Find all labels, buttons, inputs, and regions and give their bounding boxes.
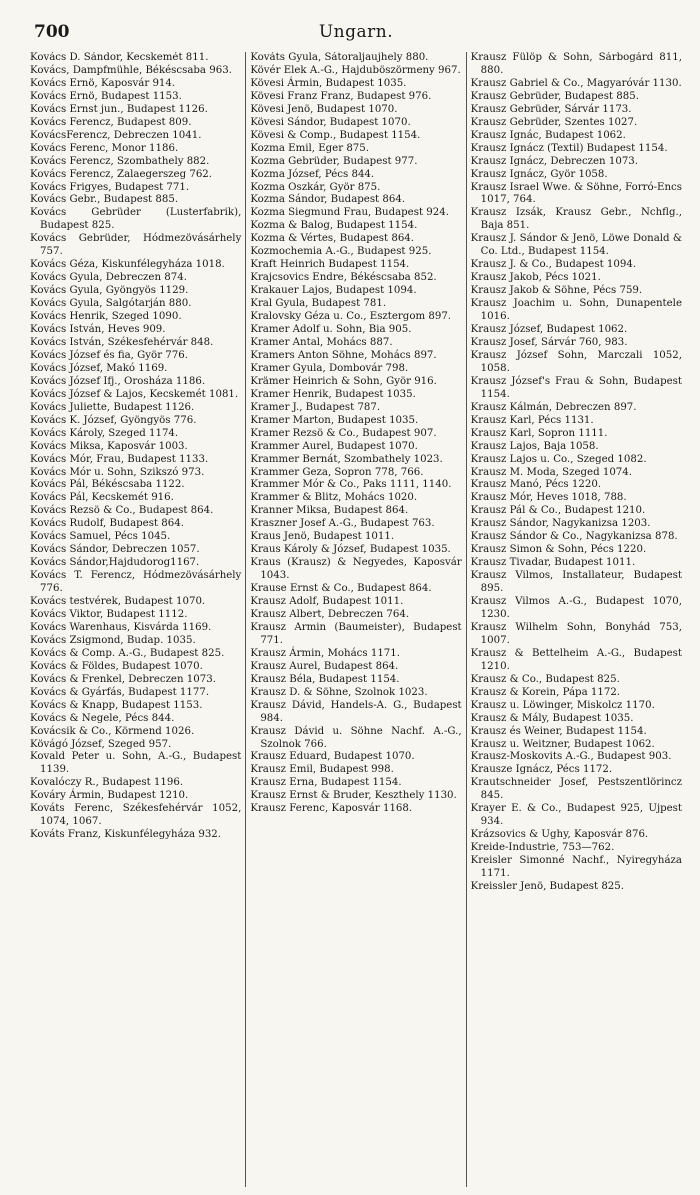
directory-entry: Krausz József Sohn, Marczali 1052, 1058. — [470, 349, 682, 374]
directory-entry: Krausz Vilmos, Installateur, Budapest 895. — [470, 570, 682, 595]
directory-entry: Krammer & Blitz, Mohács 1020. — [250, 492, 418, 504]
directory-entry: Krausz Jakob & Söhne, Pécs 759. — [470, 285, 643, 297]
directory-entry: Krausz Pál & Co., Budapest 1210. — [470, 505, 646, 517]
directory-entry: Kovács Gyula, Gyöngyös 1129. — [30, 285, 189, 297]
directory-entry: Kováry Ármin, Budapest 1210. — [30, 790, 189, 802]
directory-entry: Kovács József & Lajos, Kecskemét 1081. — [30, 388, 239, 400]
directory-entry: Kovács & Comp. A.-G., Budapest 825. — [30, 647, 225, 659]
directory-entry: Kovács Ferencz, Zalaegerszeg 762. — [30, 168, 213, 180]
directory-entry: Kovács & Gyárfás, Budapest 1177. — [30, 686, 210, 698]
directory-entry: Kraszner Josef A.-G., Budapest 763. — [250, 518, 435, 530]
directory-entry: Krakauer Lajos, Budapest 1094. — [250, 285, 417, 297]
directory-entry: Kramer J., Budapest 787. — [250, 401, 381, 413]
directory-entry: Kovács István, Heves 909. — [30, 324, 166, 336]
directory-entry: Kovács & Negele, Pécs 844. — [30, 712, 175, 724]
directory-entry: Krausz Joachim u. Sohn, Dunapentele 1016. — [470, 298, 682, 323]
directory-entry: Krausz Béla, Budapest 1154. — [250, 673, 400, 685]
directory-entry: Kovács Ferencz, Szombathely 882. — [30, 155, 210, 167]
directory-entry: Kovács Rezsö & Co., Budapest 864. — [30, 505, 214, 517]
directory-entry: Krausz Dávid u. Söhne Nachf. A.-G., Szolnok 766. — [250, 725, 462, 750]
directory-entry: Krausz & Mály, Budapest 1035. — [470, 712, 634, 724]
directory-entry: Krausz u. Weitzner, Budapest 1062. — [470, 738, 655, 750]
directory-entry: Krausz & Bettelheim A.-G., Budapest 1210. — [470, 647, 682, 672]
column-2 — [245, 52, 465, 1187]
directory-entry: Kovalóczy R., Budapest 1196. — [30, 777, 184, 789]
directory-entry: Krayer E. & Co., Budapest 925, Ujpest 934. — [470, 803, 682, 828]
directory-entry: Kovács Sándor, Debreczen 1057. — [30, 544, 200, 556]
directory-entry: Kreide-Industrie, 753—762. — [470, 842, 615, 854]
directory-entry: Krausz Wilhelm Sohn, Bonyhád 753, 1007. — [470, 621, 682, 646]
directory-entry: Krausz József's Frau & Sohn, Budapest 1154. — [470, 375, 682, 400]
column-1 — [26, 52, 245, 1187]
directory-entry: Kranner Miksa, Budapest 864. — [250, 505, 409, 517]
directory-entry: Kovács Pál, Kecskemét 916. — [30, 492, 174, 504]
directory-entry: Krausz Eduard, Budapest 1070. — [250, 751, 415, 763]
directory-entry: Kovács Rudolf, Budapest 864. — [30, 518, 184, 530]
directory-entry: Krausz Sándor, Nagykanizsa 1203. — [470, 518, 651, 530]
directory-entry: Kovács Juliette, Budapest 1126. — [30, 401, 195, 413]
directory-entry: Kovács Ferencz, Budapest 809. — [30, 116, 192, 128]
directory-entry: Kövesi & Comp., Budapest 1154. — [250, 129, 421, 141]
directory-entry: Kralovsky Géza u. Co., Esztergom 897. — [250, 311, 452, 323]
directory-entry: Kramers Anton Söhne, Mohács 897. — [250, 349, 437, 361]
directory-entry: Kreissler Jenö, Budapest 825. — [470, 881, 624, 892]
directory-entry: Krausz Adolf, Budapest 1011. — [250, 596, 404, 608]
directory-entry: Kozma Sándor, Budapest 864. — [250, 194, 406, 206]
directory-entry: Kövér Elek A.-G., Hajduböszörmeny 967. — [250, 64, 461, 76]
directory-entry: Kovács Károly, Szeged 1174. — [30, 427, 179, 439]
page-header — [26, 12, 686, 52]
directory-entry: Kovács Ernö, Kaposvár 914. — [30, 77, 176, 89]
directory-entry: Kovács testvérek, Budapest 1070. — [30, 596, 206, 608]
directory-entry: Krausz Izsák, Krausz Gebr., Nchflg., Baja 851. — [470, 207, 682, 232]
directory-entry: Krausz Fülöp & Sohn, Sárbogárd 811, 880. — [470, 52, 682, 76]
directory-entry: Krázsovics & Ughy, Kaposvár 876. — [470, 829, 649, 841]
directory-entry: Kovács Viktor, Budapest 1112. — [30, 608, 188, 620]
directory-entry: Krausze Ignácz, Pécs 1172. — [470, 764, 613, 776]
directory-entry: Kovács & Frenkel, Debreczen 1073. — [30, 673, 216, 685]
directory-entry: Kovács & Földes, Budapest 1070. — [30, 660, 203, 672]
directory-entry: Kraus (Krausz) & Negyedes, Kaposvár 1043. — [250, 557, 462, 582]
directory-entry: Kováts Franz, Kiskunfélegyháza 932. — [30, 829, 222, 841]
directory-entry: Krausz Kálmán, Debreczen 897. — [470, 401, 637, 413]
directory-entry: Kovács Gyula, Salgótarján 880. — [30, 298, 192, 310]
directory-entry: Krausz Erna, Budapest 1154. — [250, 777, 402, 789]
directory-entry: Krammer Mór & Co., Paks 1111, 1140. — [250, 479, 452, 491]
columns — [26, 52, 686, 1187]
directory-entry: Krausz & Co., Budapest 825. — [470, 673, 620, 685]
directory-entry: Kövesi Jenö, Budapest 1070. — [250, 103, 398, 115]
directory-entry: Krausz Mór, Heves 1018, 788. — [470, 492, 627, 504]
directory-entry: Kovács Ernö, Budapest 1153. — [30, 90, 182, 102]
directory-entry: Krausz és Weiner, Budapest 1154. — [470, 725, 647, 737]
directory-entry: Kovács Gyula, Debreczen 874. — [30, 272, 187, 284]
directory-entry: Kozma József, Pécs 844. — [250, 168, 375, 180]
directory-entry: Krausz J. & Co., Budapest 1094. — [470, 259, 637, 271]
directory-entry: Kramer Rezsö & Co., Budapest 907. — [250, 427, 437, 439]
directory-entry: Kovács Mór u. Sohn, Szikszó 973. — [30, 466, 205, 478]
directory-entry: Kövesi Ármin, Budapest 1035. — [250, 77, 407, 89]
directory-entry: Kovács József, Makó 1169. — [30, 362, 168, 374]
directory-entry: Kramer Marton, Budapest 1035. — [250, 414, 419, 426]
directory-entry: Kovács D. Sándor, Kecskemét 811. — [30, 52, 209, 63]
directory-entry: Krausz Simon & Sohn, Pécs 1220. — [470, 544, 647, 556]
directory-entry: Krausz Vilmos A.-G., Budapest 1070, 1230. — [470, 596, 682, 620]
directory-entry: Krausz Jakob, Pécs 1021. — [470, 272, 601, 284]
directory-entry: Kovács T. Ferencz, Hódmezövásárhely 776. — [30, 570, 242, 595]
directory-entry: Kovács József Ifj., Orosháza 1186. — [30, 375, 206, 387]
directory-entry: Krausz Gebrüder, Budapest 885. — [470, 90, 639, 102]
directory-entry: Kozma Gebrüder, Budapest 977. — [250, 155, 418, 167]
directory-entry: Kozma & Balog, Budapest 1154. — [250, 220, 418, 232]
directory-entry: Kraus Jenö, Budapest 1011. — [250, 531, 395, 543]
directory-entry: Kovács K. József, Gyöngyös 776. — [30, 414, 197, 426]
directory-entry: Kozmochemia A.-G., Budapest 925. — [250, 246, 432, 258]
directory-entry: Krausz Ármin, Mohács 1171. — [250, 647, 400, 659]
directory-entry: Krausz Ignácz, Györ 1058. — [470, 168, 608, 180]
directory-entry: Kral Gyula, Budapest 781. — [250, 298, 387, 310]
directory-entry: Krajcsovics Endre, Békéscsaba 852. — [250, 272, 437, 284]
directory-entry: Kramer Antal, Mohács 887. — [250, 336, 393, 348]
directory-entry: Krausz Ernst & Bruder, Keszthely 1130. — [250, 790, 457, 802]
directory-entry: Kovács, Dampfmühle, Békéscsaba 963. — [30, 64, 232, 76]
directory-entry: Kramer Adolf u. Sohn, Bia 905. — [250, 324, 412, 336]
directory-entry: Kovács István, Székesfehérvár 848. — [30, 336, 214, 348]
directory-entry: Kovács Géza, Kiskunfélegyháza 1018. — [30, 259, 225, 271]
directory-entry: Krausz Emil, Budapest 998. — [250, 764, 394, 776]
directory-entry: Kovács Sándor,Hajdudorog1167. — [30, 557, 200, 569]
directory-entry: Kovács Miksa, Kaposvár 1003. — [30, 440, 188, 452]
directory-entry: Krausz Ferenc, Kaposvár 1168. — [250, 803, 413, 815]
directory-entry: Kovács Frigyes, Budapest 771. — [30, 181, 190, 193]
directory-entry: Kovács József és fia, Györ 776. — [30, 349, 188, 361]
directory-entry: Kovács Ernst jun., Budapest 1126. — [30, 103, 208, 115]
directory-entry: Kováts Gyula, Sátoraljaujhely 880. — [250, 52, 429, 63]
directory-entry: Kovács & Knapp, Budapest 1153. — [30, 699, 203, 711]
directory-entry: Kovács Pál, Békéscsaba 1122. — [30, 479, 185, 491]
directory-entry: Krausz Sándor & Co., Nagykanizsa 878. — [470, 531, 678, 543]
directory-entry: Kovács Samuel, Pécs 1045. — [30, 531, 171, 543]
directory-entry: Kovácsik & Co., Körmend 1026. — [30, 725, 195, 737]
directory-entry: Krausz Manó, Pécs 1220. — [470, 479, 602, 491]
directory-entry: Kovács Warenhaus, Kisvárda 1169. — [30, 621, 212, 633]
directory-entry: Krausz Tivadar, Budapest 1011. — [470, 557, 636, 569]
directory-entry: Kramer Gyula, Dombovár 798. — [250, 362, 409, 374]
directory-entry: Krausz Lajos u. Co., Szeged 1082. — [470, 453, 647, 465]
directory-entry: Krausz M. Moda, Szeged 1074. — [470, 466, 632, 478]
directory-entry: Kováts Ferenc, Székesfehérvár 1052, 1074, 1067. — [30, 803, 242, 828]
directory-entry: KovácsFerencz, Debreczen 1041. — [30, 129, 202, 141]
directory-entry: Kraft Heinrich Budapest 1154. — [250, 259, 410, 271]
directory-entry: Kovács Mór, Frau, Budapest 1133. — [30, 453, 209, 465]
directory-entry: Krausz Josef, Sárvár 760, 983. — [470, 336, 628, 348]
directory-entry: Krausz Ignácz (Textil) Budapest 1154. — [470, 142, 668, 154]
directory-entry: Kramer Henrik, Budapest 1035. — [250, 388, 416, 400]
directory-entry: Krausz Albert, Debreczen 764. — [250, 608, 410, 620]
directory-entry: Krausz Ignácz, Debreczen 1073. — [470, 155, 639, 167]
directory-entry: Krammer Aurel, Budapest 1070. — [250, 440, 418, 452]
directory-entry: Krausz-Moskovits A.-G., Budapest 903. — [470, 751, 672, 763]
directory-entry: Krausz Lajos, Baja 1058. — [470, 440, 599, 452]
directory-entry: Kovács Zsigmond, Budap. 1035. — [30, 634, 196, 646]
page-number: 700 — [34, 22, 70, 42]
directory-entry: Krausz J. Sándor & Jenö, Löwe Donald & Co. Ltd., Budapest 1154. — [470, 233, 682, 258]
directory-entry: Krausz Ignác, Budapest 1062. — [470, 129, 626, 141]
directory-entry: Kovács Henrik, Szeged 1090. — [30, 311, 182, 323]
directory-entry: Krausz Gebrüder, Sárvár 1173. — [470, 103, 632, 115]
directory-entry: Krausz Armin (Baumeister), Budapest 771. — [250, 621, 462, 646]
directory-entry: Krausz József, Budapest 1062. — [470, 324, 628, 336]
directory-entry: Krausz Dávid, Handels-A. G., Budapest 984. — [250, 699, 462, 724]
directory-entry: Krausz D. & Söhne, Szolnok 1023. — [250, 686, 428, 698]
directory-entry: Kovács Ferenc, Monor 1186. — [30, 142, 179, 154]
directory-entry: Kozma & Vértes, Budapest 864. — [250, 233, 415, 245]
directory-entry: Kozma Emil, Eger 875. — [250, 142, 370, 154]
directory-entry: Kovald Peter u. Sohn, A.-G., Budapest 1139. — [30, 751, 242, 776]
directory-entry: Krautschneider Josef, Pestszentlörincz 845. — [470, 777, 682, 802]
directory-entry: Kövesi Sándor, Budapest 1070. — [250, 116, 411, 128]
directory-entry: Krausz Israel Wwe. & Söhne, Forró-Encs 1017, 764. — [470, 181, 682, 206]
directory-entry: Kovács Gebr., Budapest 885. — [30, 194, 179, 206]
directory-entry: Kozma Siegmund Frau, Budapest 924. — [250, 207, 449, 219]
page-title: Ungarn. — [318, 22, 394, 42]
directory-entry: Krausz u. Löwinger, Miskolcz 1170. — [470, 699, 655, 711]
directory-entry: Krausz & Korein, Pápa 1172. — [470, 686, 621, 698]
directory-entry: Krausz Gebrüder, Szentes 1027. — [470, 116, 638, 128]
directory-entry: Krammer Bernát, Szombathely 1023. — [250, 453, 443, 465]
directory-entry: Kövesi Franz Franz, Budapest 976. — [250, 90, 432, 102]
directory-entry: Kozma Oszkár, Györ 875. — [250, 181, 381, 193]
directory-entry: Krause Ernst & Co., Budapest 864. — [250, 583, 432, 595]
directory-entry: Krämer Heinrich & Sohn, Györ 916. — [250, 375, 437, 387]
directory-entry: Kraus Károly & József, Budapest 1035. — [250, 544, 451, 556]
directory-entry: Krausz Karl, Pécs 1131. — [470, 414, 594, 426]
directory-entry: Kovács Gebrüder (Lusterfabrik), Budapest 825. — [30, 207, 242, 232]
directory-entry: Kovács Gebrüder, Hódmezövásárhely 757. — [30, 233, 242, 258]
directory-entry: Krausz Gabriel & Co., Magyaróvár 1130. — [470, 77, 682, 89]
directory-entry: Krausz Karl, Sopron 1111. — [470, 427, 608, 439]
directory-entry: Krammer Geza, Sopron 778, 766. — [250, 466, 424, 478]
directory-entry: Krausz Aurel, Budapest 864. — [250, 660, 399, 672]
directory-entry: Kreisler Simonné Nachf., Nyiregyháza 1171. — [470, 855, 682, 880]
column-3 — [466, 52, 686, 1187]
directory-entry: Kövágó József, Szeged 957. — [30, 738, 172, 750]
